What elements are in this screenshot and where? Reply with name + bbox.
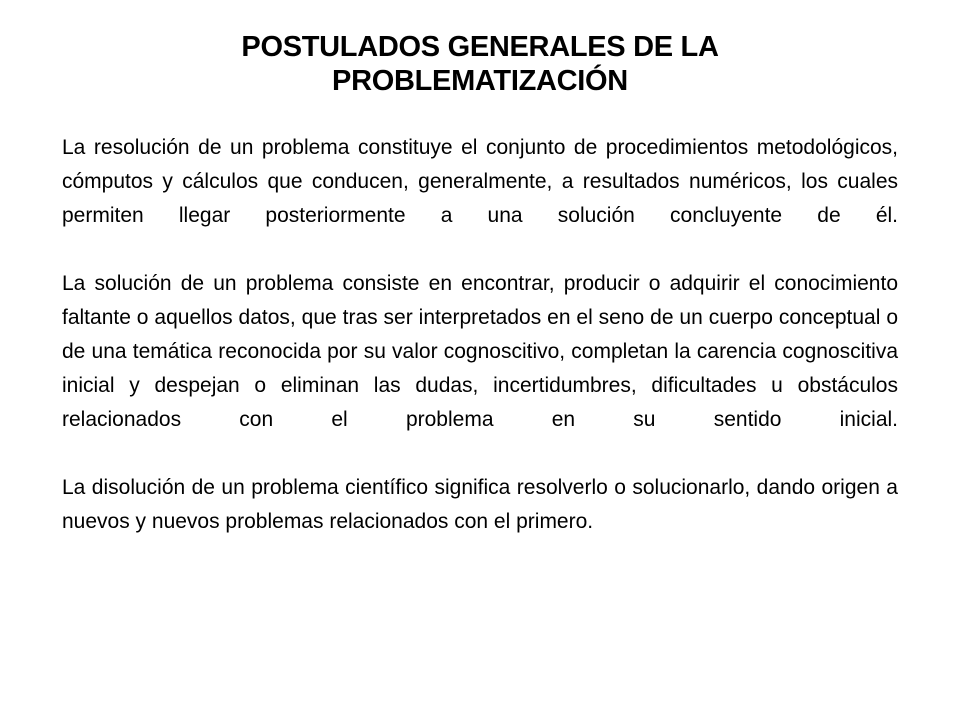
paragraph-solucion: La solución de un problema consiste en encontrar, producir o adquirir el conocimiento faltante o aquellos datos, que tras ser interpretados en el seno de un cuerpo conceptual o de una temática reconocida por su valor cognoscitivo, completan la carencia cognoscitiva inicial y despejan o eliminan las dudas, incertidumbres, dificultades u obstáculos relacionados con el problema en su sentido inicial. bbox=[62, 272, 898, 431]
paragraph-spacer bbox=[62, 437, 898, 471]
paragraph-resolucion: La resolución de un problema constituye el conjunto de procedimientos metodológicos, cómputos y cálculos que conducen, generalmente, a resultados numéricos, los cuales permiten llegar posteriormente a una solución concluyente de él. bbox=[62, 136, 898, 227]
slide-body bbox=[62, 131, 898, 539]
paragraph-spacer bbox=[62, 233, 898, 267]
title-line-1: POSTULADOS GENERALES DE LA bbox=[241, 31, 719, 63]
paragraph-disolucion: La disolución de un problema científico significa resolverlo o solucionarlo, dando origen a nuevos y nuevos problemas relacionados con el primero. bbox=[62, 476, 898, 533]
slide-title bbox=[160, 30, 800, 98]
title-line-2: PROBLEMATIZACIÓN bbox=[332, 65, 628, 97]
